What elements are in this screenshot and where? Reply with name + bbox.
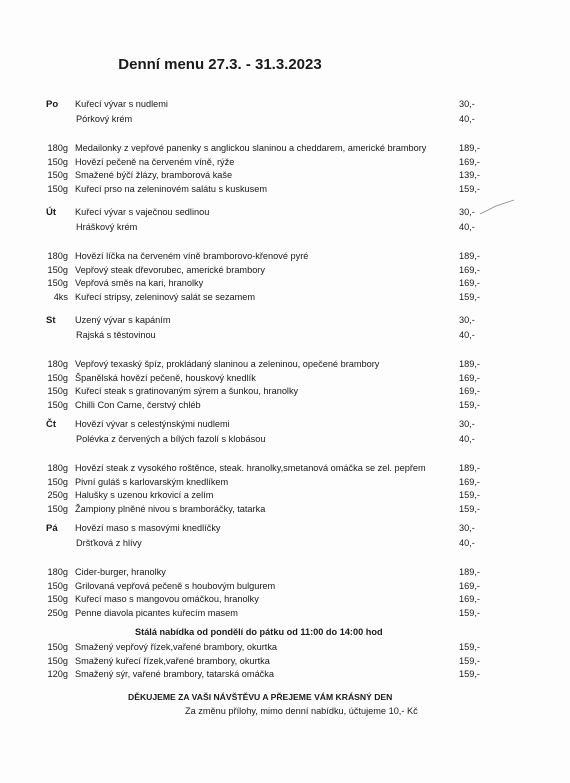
day-label: Út [46,207,57,218]
main-dish-row [0,250,570,263]
soup-price: 40,- [459,114,475,124]
standing-offer-row [0,641,570,654]
dish-price: 169,- [459,264,480,275]
soup-price: 40,- [459,538,475,548]
soup-name: Kuřecí vývar s nudlemi [75,99,168,109]
soup-row [0,537,570,550]
main-dish-row [0,358,570,371]
soup-name: Hovězí vývar s celestýnskými nudlemi [75,419,230,429]
soup-name: Uzený vývar s kapáním [75,315,171,325]
dish-name: Vepřová směs na kari, hranolky [75,278,204,288]
dish-price: 169,- [459,156,480,167]
dish-name: Pivní guláš s karlovarským knedlíkem [75,476,229,487]
dish-weight: 180g [47,567,68,577]
dish-weight: 150g [47,594,68,604]
main-dish-row [0,372,570,385]
dish-weight: 150g [47,386,68,396]
dish-weight: 150g [47,183,68,194]
dish-weight: 150g [47,278,68,288]
dish-name: Kuřecí maso s mangovou omáčkou, hranolky [75,594,259,604]
dish-price: 169,- [459,476,480,487]
soup-price: 30,- [459,99,475,109]
day-label: Po [46,99,59,110]
dish-price: 169,- [459,580,480,591]
day-label: St [46,315,56,326]
dish-price: 189,- [459,359,480,369]
dish-weight: 250g [47,607,68,618]
soup-price: 30,- [459,523,475,533]
dish-name: Cider-burger, hranolky [75,567,166,577]
dish-price: 159,- [459,655,480,666]
dish-weight: 150g [47,503,68,514]
dish-name: Smažený kuřecí řízek,vařené brambory, okurtka [75,655,270,666]
main-dish-row [0,476,570,489]
dish-name: Smažený vepřový řízek,vařené brambory, okurtka [75,642,278,652]
dish-weight: 150g [47,642,68,652]
soup-price: 40,- [459,434,475,444]
dish-weight: 120g [47,669,68,679]
dish-price: 159,- [459,399,480,410]
soup-name: Dršťková z hlívy [76,538,142,548]
dish-price: 169,- [459,278,480,288]
dish-weight: 150g [47,170,68,180]
soup-row [0,221,570,234]
dish-weight: 150g [47,655,68,666]
dish-price: 159,- [459,503,480,514]
dish-name: Grilovaná vepřová pečeně s houbovým bulgurem [75,580,276,591]
soup-name: Hovězí maso s masovými knedlíčky [75,523,221,533]
dish-price: 159,- [459,669,480,679]
soup-row [0,329,570,342]
dish-price: 159,- [459,183,480,194]
main-dish-row [0,462,570,475]
main-dish-row [0,607,570,620]
day-label: Pá [46,523,58,534]
dish-name: Medailonky z vepřové panenky s anglickou slaninou a cheddarem, americké brambory [75,143,427,153]
page-title: Denní menu 27.3. - 31.3.2023 [118,56,322,73]
standing-offer-heading: Stálá nabídka od pondělí do pátku od 11:00 do 14:00 hod [135,627,383,637]
side-dish-note: Za změnu přílohy, mimo denní nabídku, účtujeme 10,- Kč [185,706,418,716]
soup-name: Hráškový krém [76,222,138,232]
main-dish-row [0,399,570,412]
day-label: Čt [46,419,57,430]
main-dish-row [0,142,570,155]
thanks-message: DĚKUJEME ZA VAŠI NÁVŠTĚVU A PŘEJEME VÁM KRÁSNÝ DEN [128,692,393,702]
main-dish-row [0,489,570,502]
dish-weight: 180g [47,359,68,369]
main-dish-row [0,291,570,304]
main-dish-row [0,277,570,290]
dish-weight: 150g [47,264,68,275]
main-dish-row [0,593,570,606]
pen-mark [478,198,518,218]
main-dish-row [0,580,570,593]
dish-name: Kuřecí prso na zeleninovém salátu s kuskusem [75,183,268,194]
main-dish-row [0,169,570,182]
main-dish-row [0,156,570,169]
soup-price: 30,- [459,315,475,325]
dish-weight: 150g [47,156,68,167]
dish-weight: 180g [47,251,68,261]
dish-price: 159,- [459,490,480,500]
main-dish-row [0,264,570,277]
dish-name: Žampiony plněné nivou s bramboráčky, tatarka [75,503,266,514]
dish-price: 139,- [459,170,480,180]
soup-row [0,98,570,111]
dish-weight: 150g [47,476,68,487]
dish-price: 189,- [459,463,480,473]
soup-row [0,418,570,431]
dish-price: 189,- [459,567,480,577]
dish-price: 159,- [459,291,480,302]
soup-name: Rajská s těstovinou [76,330,156,340]
dish-name: Penne diavola picantes kuřecím masem [75,607,238,618]
soup-row [0,522,570,535]
main-dish-row [0,566,570,579]
soup-name: Pórkový krém [76,114,133,124]
dish-name: Vepřový texaský špíz, prokládaný slaninou a zeleninou, opečené brambory [75,359,380,369]
dish-name: Hovězí steak z vysokého roštěnce, steak. hranolky,smetanová omáčka se zel. pepřem [75,463,426,473]
dish-weight: 180g [47,463,68,473]
dish-price: 189,- [459,143,480,153]
dish-price: 169,- [459,372,480,383]
dish-name: Kuřecí stripsy, zeleninový salát se sezamem [75,291,256,302]
soup-name: Kuřecí vývar s vaječnou sedlinou [75,207,210,217]
main-dish-row [0,183,570,196]
dish-price: 169,- [459,594,480,604]
dish-name: Chilli Con Carne, čerstvý chléb [75,399,201,410]
soup-row [0,314,570,327]
dish-name: Vepřový steak dřevorubec, americké brambory [75,264,265,275]
dish-name: Halušky s uzenou krkovicí a zelím [75,490,214,500]
dish-name: Smažený sýr, vařené brambory, tatarská omáčka [75,669,274,679]
dish-price: 159,- [459,642,480,652]
dish-weight: 4ks [53,291,68,302]
dish-price: 159,- [459,607,480,618]
dish-price: 189,- [459,251,480,261]
dish-weight: 180g [47,143,68,153]
main-dish-row [0,503,570,516]
dish-name: Kuřecí steak s gratinovaným sýrem a šunkou, hranolky [75,386,299,396]
dish-weight: 250g [47,490,68,500]
dish-weight: 150g [47,580,68,591]
soup-price: 30,- [459,419,475,429]
soup-price: 40,- [459,330,475,340]
dish-name: Španělská hovězí pečeně, houskový knedlík [75,372,256,383]
standing-offer-row [0,668,570,681]
soup-price: 40,- [459,222,475,232]
dish-weight: 150g [47,372,68,383]
dish-price: 169,- [459,386,480,396]
dish-name: Hovězí pečeně na červeném víně, rýže [75,156,235,167]
dish-weight: 150g [47,399,68,410]
soup-row [0,433,570,446]
standing-offer-row [0,655,570,668]
soup-row [0,113,570,126]
soup-name: Polévka z červených a bílých fazolí s klobásou [76,434,266,444]
dish-name: Smažené býčí žlázy, bramborová kaše [75,170,233,180]
soup-price: 30,- [459,207,475,217]
main-dish-row [0,385,570,398]
dish-name: Hovězí líčka na červeném víně bramborovo-křenové pyré [75,251,309,261]
